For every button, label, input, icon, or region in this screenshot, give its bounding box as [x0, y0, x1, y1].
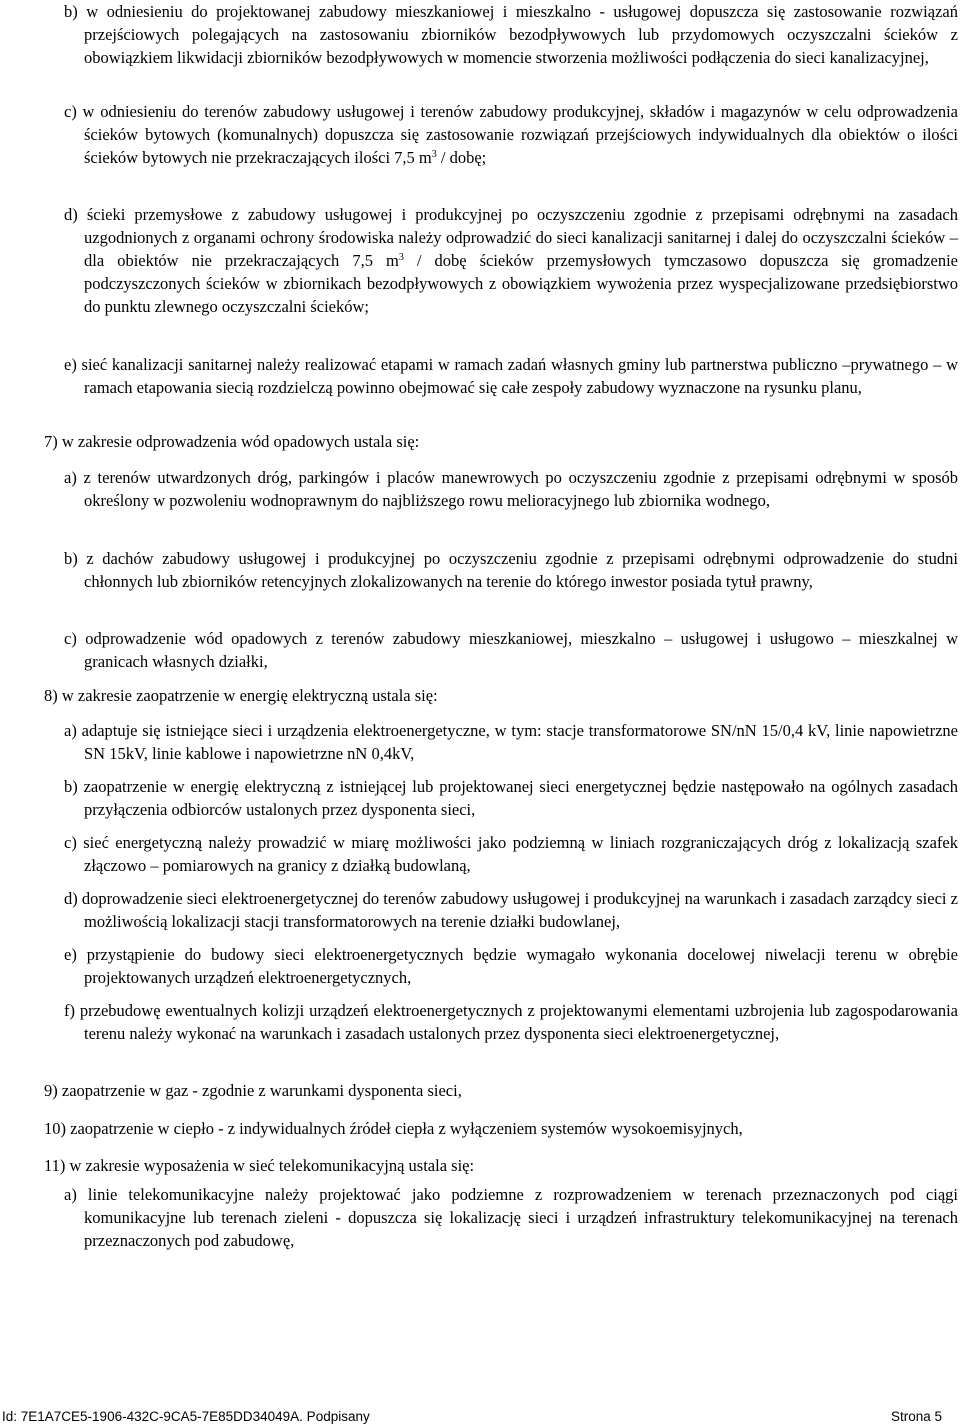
- point-8a: a) adaptuje się istniejące sieci i urządzenia elektroenergetyczne, w tym: stacje transformatorowe SN/nN 15/0,4 kV, linie napowietrzne SN 15kV, linie kablowe i napowietrzne nN 0,4kV,: [64, 721, 958, 763]
- section-10-heading: 10) zaopatrzenie w ciepło - z indywidualnych źródeł ciepła z wyłączeniem systemów wysokoemisyjnych,: [44, 1119, 743, 1138]
- point-6d-tail: / dobę ścieków przemysłowych tymczasowo dopuszcza się gromadzenie podczyszczonych ścieków w zbiornikach bezodpływowych z obowiązkiem wywożenia przez wyspecjalizowane przedsiębiorstwo do punktu zlewnego oczyszczalni ścieków;: [84, 251, 958, 316]
- page-number: Strona 5: [890, 1409, 942, 1424]
- section-8-heading: 8) w zakresie zaopatrzenie w energię elektryczną ustala się:: [44, 686, 438, 705]
- section-11-heading: 11) w zakresie wyposażenia w sieć telekomunikacyjną ustala się:: [44, 1156, 475, 1175]
- point-8b: b) zaopatrzenie w energię elektryczną z istniejącej lub projektowanej sieci energetycznej będzie następowało na ogólnych zasadach przyłączenia odbiorców ustalonych przez dysponenta sieci,: [64, 777, 958, 819]
- document-id: Id: 7E1A7CE5-1906-432C-9CA5-7E85DD34049A. Podpisany: [2, 1409, 370, 1424]
- point-8e: e) przystąpienie do budowy sieci elektroenergetycznych będzie wymagało wykonania docelowej niwelacji terenu w obrębie projektowanych urządzeń elektroenergetycznych,: [64, 945, 958, 987]
- point-8c: c) sieć energetyczną należy prowadzić w miarę możliwości jako podziemną w liniach rozgraniczających dróg z lokalizacją szafek złączowo – pomiarowych na granicy z działką budowlaną,: [64, 833, 958, 875]
- superscript: 3: [431, 149, 437, 160]
- point-6d: [64, 203, 958, 318]
- point-6b: b) w odniesieniu do projektowanej zabudowy mieszkaniowej i mieszkalno - usługowej dopuszcza się zastosowanie rozwiązań przejściowych polegających na zastosowaniu zbiorników bezodpływowych lub przydomowych oczyszczalni ścieków z obowiązkiem likwidacji zbiorników bezodpływowych w momencie stworzenia możliwości podłączenia do sieci kanalizacyjnej,: [64, 2, 958, 67]
- point-8d: d) doprowadzenie sieci elektroenergetycznej do terenów zabudowy usługowej i produkcyjnej na warunkach i zasadach zarządcy sieci z możliwością lokalizacji stacji transformatorowych na terenie działki budowlanej,: [64, 889, 958, 931]
- point-11a: a) linie telekomunikacyjne należy projektować jako podziemne z rozprowadzeniem w terenach przeznaczonych pod ciągi komunikacyjne lub terenach zieleni - dopuszcza się lokalizację sieci i urządzeń infrastruktury telekomunikacyjnej na terenach przeznaczonych pod zabudowę,: [64, 1185, 958, 1250]
- point-7b: b) z dachów zabudowy usługowej i produkcyjnej po oczyszczeniu zgodnie z przepisami odrębnymi odprowadzenie do studni chłonnych lub zbiorników retencyjnych zlokalizowanych na terenie do którego inwestor posiada tytuł prawny,: [64, 549, 958, 591]
- point-6d-text: d) ścieki przemysłowe z zabudowy usługowej i produkcyjnej po oczyszczeniu zgodnie z przepisami odrębnymi na zasadach uzgodnionych z organami ochrony środowiska należy odprowadzić do sieci kanalizacji sanitarnej i dalej do oczyszczalni ścieków – dla obiektów nie przekraczających 7,5 m: [64, 205, 958, 270]
- point-6c-tail: / dobę;: [436, 148, 487, 167]
- point-7a: a) z terenów utwardzonych dróg, parkingów i placów manewrowych po oczyszczeniu zgodnie z przepisami odrębnymi w sposób określony w pozwoleniu wodnoprawnym do najbliższego rowu melioracyjnego lub zbiornika wodnego,: [64, 468, 958, 510]
- point-7c: c) odprowadzenie wód opadowych z terenów zabudowy mieszkaniowej, mieszkalno – usługowej i usługowo – mieszkalnej w granicach własnych działki,: [64, 629, 958, 671]
- point-6e: e) sieć kanalizacji sanitarnej należy realizować etapami w ramach zadań własnych gminy lub partnerstwa publiczno –prywatnego – w ramach etapowania siecią rozdzielczą powinno obejmować się całe zespoły zabudowy wyznaczone na rysunku planu,: [64, 355, 958, 397]
- point-6c: [64, 100, 958, 169]
- point-6c-text: c) w odniesieniu do terenów zabudowy usługowej i terenów zabudowy produkcyjnej, składów i magazynów w celu odprowadzenia ścieków bytowych (komunalnych) dopuszcza się zastosowanie rozwiązań przejściowych indywidualnych dla obiektów o ilości ścieków bytowych nie przekraczających ilości 7,5 m: [64, 102, 958, 167]
- section-9-heading: 9) zaopatrzenie w gaz - zgodnie z warunkami dysponenta sieci,: [44, 1081, 462, 1100]
- superscript: 3: [398, 252, 404, 263]
- section-7-heading: 7) w zakresie odprowadzenia wód opadowych ustala się:: [44, 432, 420, 451]
- point-8f: f) przebudowę ewentualnych kolizji urządzeń elektroenergetycznych z projektowanymi elementami uzbrojenia lub zagospodarowania terenu należy wykonać na warunkach i zasadach ustalonych przez dysponenta sieci elektroenergetycznej,: [64, 1001, 958, 1043]
